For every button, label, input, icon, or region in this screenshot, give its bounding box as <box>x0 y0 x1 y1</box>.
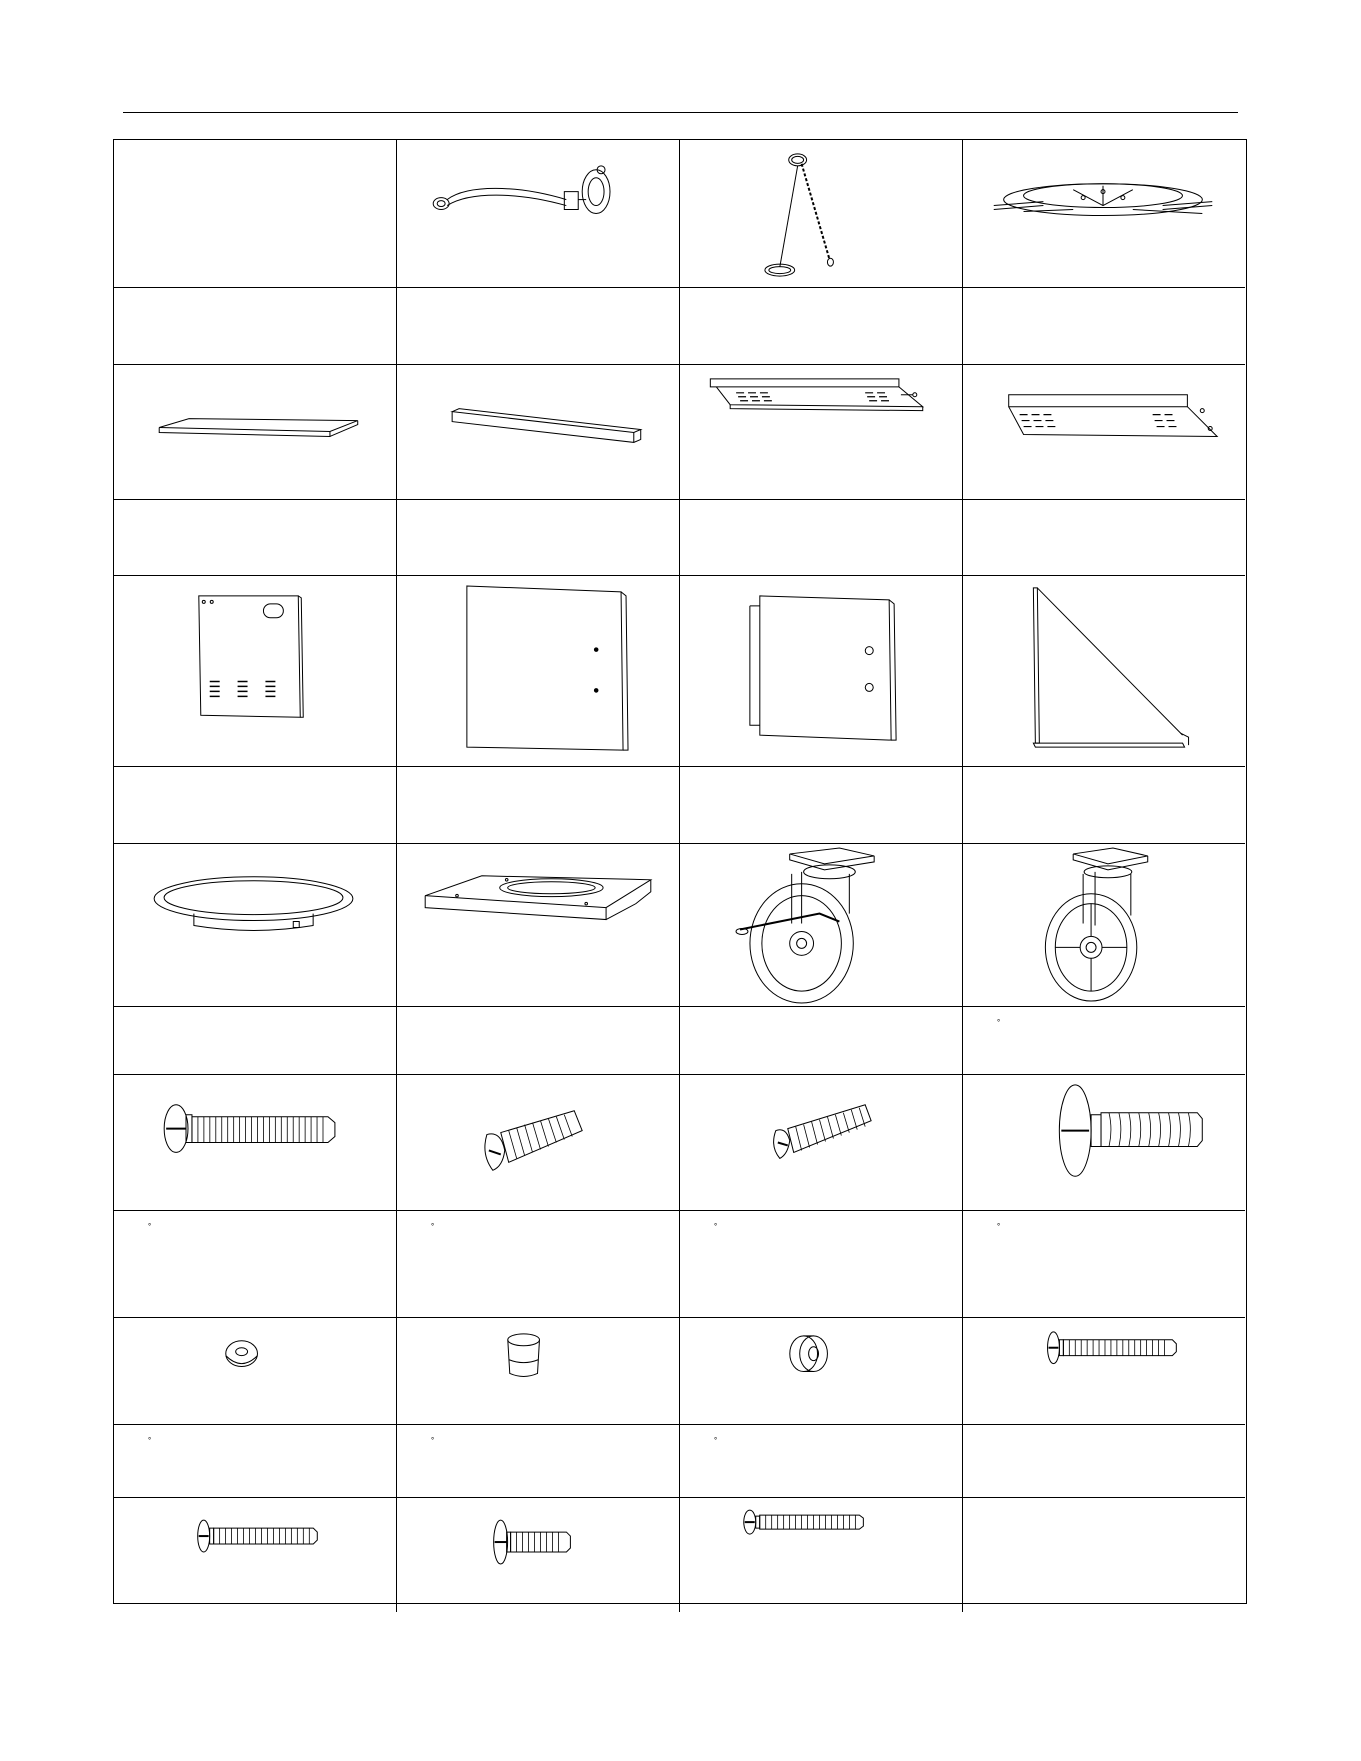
part-cell-table-top <box>397 844 680 1007</box>
label-cell: ° <box>963 1007 1245 1075</box>
part-cell-vent-front <box>680 365 963 500</box>
side-panel-with-holes-icon <box>680 576 962 766</box>
part-cell-match-chain <box>680 140 963 288</box>
match-holder-chain-icon <box>680 140 962 287</box>
short-angled-bolt-icon <box>680 1075 962 1210</box>
label-cell <box>114 767 397 844</box>
part-cell-washer <box>114 1318 397 1425</box>
support-bar-icon <box>397 365 679 499</box>
flat-shelf-panel-icon <box>114 365 396 499</box>
part-cell-nut <box>680 1318 963 1425</box>
part-cell-blank <box>114 140 397 288</box>
label-cell <box>963 1425 1245 1498</box>
caster-icon <box>963 844 1245 1006</box>
part-cell-short-angled-bolt <box>680 1075 963 1211</box>
part-cell-long-thin-bolt <box>680 1498 963 1612</box>
label-cell: ° <box>114 1425 397 1498</box>
label-cell: ° <box>114 1211 397 1318</box>
part-cell-caster <box>963 844 1245 1007</box>
label-cell <box>680 767 963 844</box>
burner-icon <box>963 140 1245 287</box>
washer-icon <box>114 1318 396 1424</box>
part-cell-side-panel <box>397 576 680 767</box>
part-cell-fire-bowl <box>114 844 397 1007</box>
label-cell <box>114 500 397 576</box>
part-cell-medium-bolt <box>114 1498 397 1612</box>
vented-side-panel-icon <box>114 576 396 766</box>
label-cell <box>397 288 680 365</box>
angled-bolt-icon <box>397 1075 679 1210</box>
part-cell-shelf <box>114 365 397 500</box>
part-cell-rubber-foot <box>397 1318 680 1425</box>
part-cell-bar <box>397 365 680 500</box>
nut-icon <box>680 1318 962 1424</box>
shoulder-bolt-icon <box>963 1075 1245 1210</box>
label-cell <box>397 1007 680 1075</box>
label-cell: ° <box>680 1211 963 1318</box>
parts-table <box>113 139 1247 1604</box>
label-cell: ° <box>680 1425 963 1498</box>
part-cell-vent-side <box>114 576 397 767</box>
part-cell-long-bolt <box>114 1075 397 1211</box>
gas-hose-regulator-icon <box>397 140 679 287</box>
label-cell <box>680 288 963 365</box>
part-cell-vent-back <box>963 365 1245 500</box>
label-cell: ° <box>963 1211 1245 1318</box>
table-top-icon <box>397 844 679 1006</box>
part-cell-angled-bolt <box>397 1075 680 1211</box>
long-thin-bolt-icon <box>680 1498 962 1612</box>
part-cell-side-panel-holes <box>680 576 963 767</box>
header-rule <box>123 112 1238 113</box>
label-cell <box>680 1007 963 1075</box>
label-cell <box>397 767 680 844</box>
label-cell <box>397 500 680 576</box>
part-cell-shoulder-bolt <box>963 1075 1245 1211</box>
vented-front-panel-icon <box>680 365 962 499</box>
vented-back-panel-icon <box>963 365 1245 499</box>
part-cell-locking-caster <box>680 844 963 1007</box>
label-cell <box>963 767 1245 844</box>
triangular-bracket-icon <box>963 576 1245 766</box>
label-cell: ° <box>397 1211 680 1318</box>
side-panel-icon <box>397 576 679 766</box>
label-cell: ° <box>397 1425 680 1498</box>
part-cell-blank <box>963 1498 1245 1612</box>
part-cell-medium-bolt <box>963 1318 1245 1425</box>
label-cell <box>114 1007 397 1075</box>
label-cell <box>963 500 1245 576</box>
fire-bowl-icon <box>114 844 396 1006</box>
part-cell-burner <box>963 140 1245 288</box>
short-bolt-icon <box>397 1498 679 1612</box>
label-cell <box>680 500 963 576</box>
label-cell <box>963 288 1245 365</box>
part-cell-bracket <box>963 576 1245 767</box>
medium-bolt-icon <box>114 1498 396 1612</box>
label-cell <box>114 288 397 365</box>
medium-bolt-icon <box>963 1318 1245 1424</box>
part-cell-gas-hose <box>397 140 680 288</box>
locking-caster-icon <box>680 844 962 1006</box>
rubber-foot-icon <box>397 1318 679 1424</box>
part-cell-short-bolt <box>397 1498 680 1612</box>
long-bolt-icon <box>114 1075 396 1210</box>
